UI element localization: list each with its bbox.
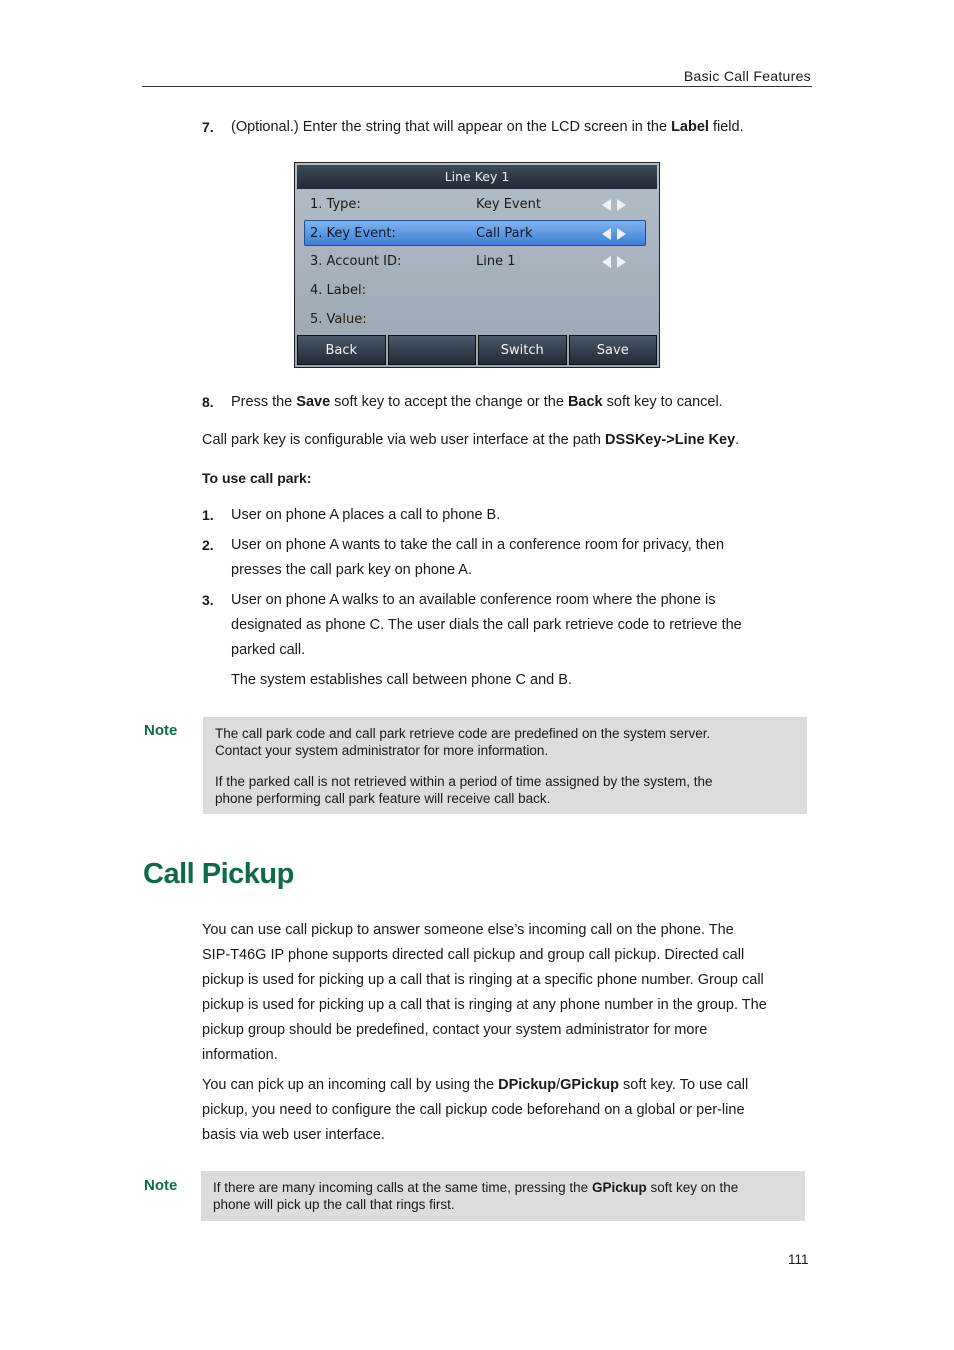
step-number: 3. [202,592,214,608]
body-paragraph: Call park key is configurable via web user interface at the path DSSKey->Line Key. [202,432,740,448]
running-header: Basic Call Features [683,68,811,84]
body-paragraph: You can pick up an incoming call by using the DPickup/GPickup soft key. To use call pickup, you need to configure the call pickup code beforehand on a global or per-line basis via web user interface. [202,1077,749,1143]
lcd-title: Line Key 1 [297,165,657,189]
softkey-back: Back [297,335,386,365]
lcd-row-value: 5. Value: [310,312,367,327]
body-paragraph: You can use call pickup to answer someone else’s incoming call on the phone. The SIP-T46G IP phone supports directed call pickup and group call pickup. Directed call pickup is used for picking up a call that is ringing at a specific phone number. Group call pickup is used for picking up a call that is ringing at any phone number in the group. The pickup group should be predefined, contact your system administrator for more information. [202,922,767,1063]
phone-lcd-screenshot [294,162,660,368]
procedure-heading: To use call park: [202,470,312,486]
lcd-softkeys [297,335,657,365]
step-number: 2. [202,537,214,553]
note-label: Note [144,1177,178,1194]
softkey-switch: Switch [478,335,567,365]
lcd-row-account-id: 3. Account ID: Line 1 [304,249,646,275]
step-number: 7. [202,119,214,135]
lcd-row-label: 4. Label: [310,283,366,298]
softkey-save: Save [569,335,658,365]
step-text: User on phone A places a call to phone B. [231,507,501,523]
left-right-arrows-icon [602,221,632,247]
lcd-row-key-event: 2. Key Event: Call Park [304,220,646,246]
header-rule [142,86,812,87]
step-number: 8. [202,394,214,410]
left-right-arrows-icon [602,192,632,218]
step-text: Press the Save soft key to accept the change or the Back soft key to cancel. [231,394,723,410]
section-title: Call Pickup [143,858,294,890]
step-result: The system establishes call between phone C and B. [231,672,572,688]
step-text: User on phone A walks to an available conference room where the phone is designated as phone C. The user dials the call park retrieve code to retrieve the parked call. [231,592,742,658]
softkey-blank [388,335,477,365]
lcd-row-type: 1. Type: Key Event [304,192,646,218]
note-box: If there are many incoming calls at the same time, pressing the GPickup soft key on the phone will pick up the call that rings first. [201,1171,805,1221]
step-text: User on phone A wants to take the call in a conference room for privacy, then presses the call park key on phone A. [231,537,725,578]
note-box: The call park code and call park retrieve code are predefined on the system server. Contact your system administrator for more information. If the parked call is not retrieved within a period of time assigned by the system, the phone performing call park feature will receive call back. [203,717,807,814]
left-right-arrows-icon [602,249,632,275]
note-label: Note [144,722,178,739]
step-text: (Optional.) Enter the string that will appear on the LCD screen in the Label field. [231,119,744,135]
step-number: 1. [202,507,214,523]
page-number: 111 [788,1252,809,1267]
